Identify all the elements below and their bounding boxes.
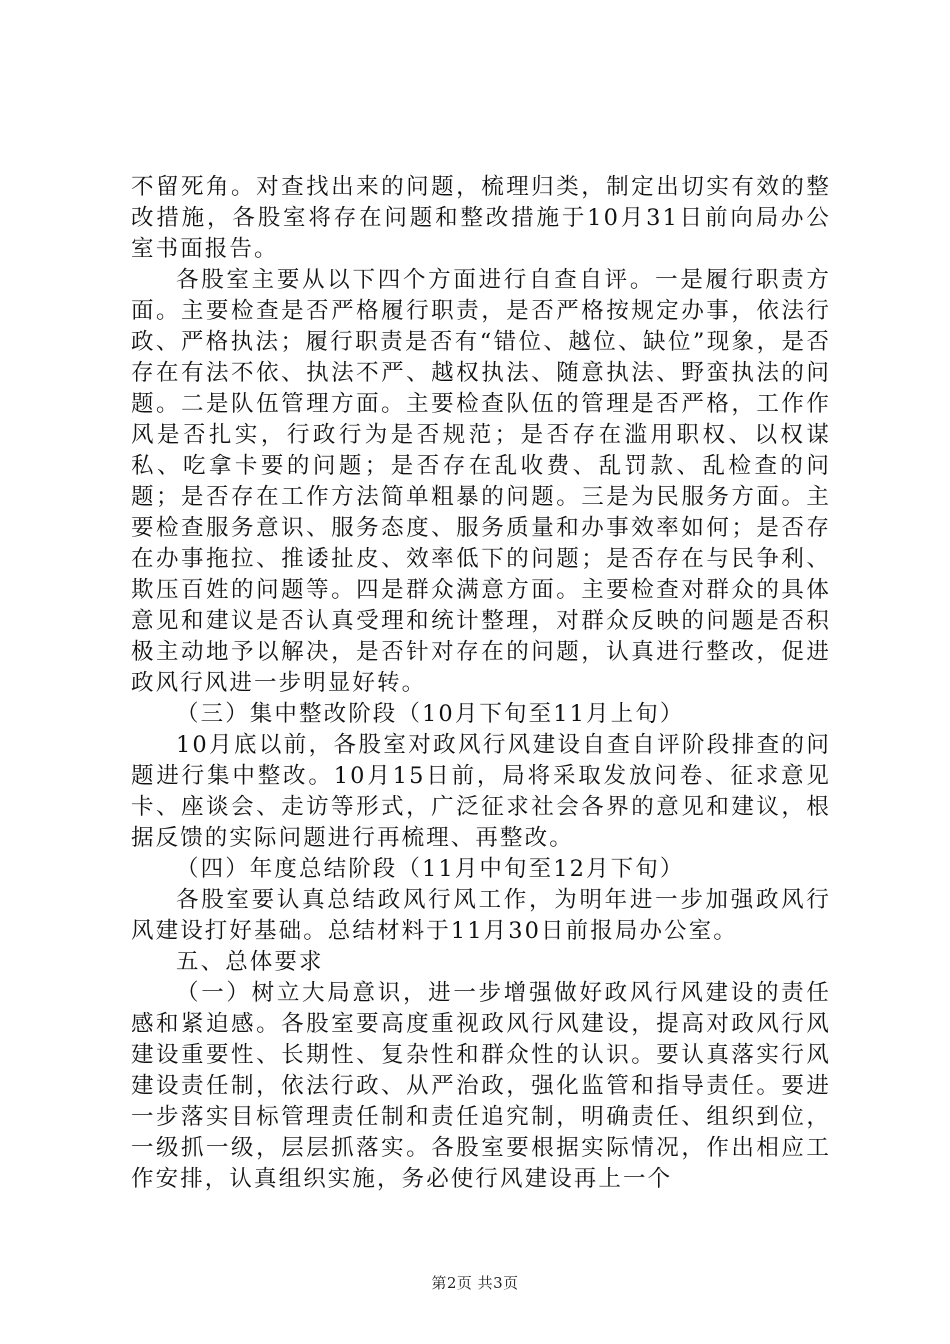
paragraph-1: 不留死角。对查找出来的问题，梳理归类，制定出切实有效的整改措施，各股室将存在问题和整改措施于10月31日前向局办公室书面报告。 bbox=[131, 174, 831, 262]
section-heading-4: （四）年度总结阶段（11月中旬至12月下旬） bbox=[176, 856, 685, 882]
section-heading-5: 五、总体要求 bbox=[176, 949, 324, 975]
document-body bbox=[131, 172, 831, 1195]
paragraph-8: （一）树立大局意识，进一步增强做好政风行风建设的责任感和紧迫感。各股室要高度重视政风行风建设，提高对政风行风建设重要性、长期性、复杂性和群众性的认识。要认真落实行风建设责任制，依法行政、从严治政，强化监管和指导责任。要进一步落实目标管理责任制和责任追究制，明确责任、组织到位，一级抓一级，层层抓落实。各股室要根据实际情况，作出相应工作安排，认真组织实施，务必使行风建设再上一个 bbox=[131, 980, 831, 1192]
paragraph-4: 10月底以前，各股室对政风行风建设自查自评阶段排查的问题进行集中整改。10月15日前，局将采取发放问卷、征求意见卡、座谈会、走访等形式，广泛征求社会各界的意见和建议，根据反馈的实际问题进行再梳理、再整改。 bbox=[131, 732, 831, 851]
page-number-footer: 第2页 共3页 bbox=[431, 1274, 519, 1292]
paragraph-6: 各股室要认真总结政风行风工作，为明年进一步加强政风行风建设打好基础。总结材料于11月30日前报局办公室。 bbox=[131, 887, 831, 944]
section-heading-3: （三）集中整改阶段（10月下旬至11月上旬） bbox=[176, 701, 685, 727]
paragraph-2: 各股室主要从以下四个方面进行自查自评。一是履行职责方面。主要检查是否严格履行职责，是否严格按规定办事，依法行政、严格执法；履行职责是否有“错位、越位、缺位”现象，是否存在有法不依、执法不严、越权执法、随意执法、野蛮执法的问题。二是队伍管理方面。主要检查队伍的管理是否严格，工作作风是否扎实，行政行为是否规范；是否存在滥用职权、以权谋私、吃拿卡要的问题；是否存在乱收费、乱罚款、乱检查的问题；是否存在工作方法简单粗暴的问题。三是为民服务方面。主要检查服务意识、服务态度、服务质量和办事效率如何；是否存在办事拖拉、推诿扯皮、效率低下的问题；是否存在与民争利、欺压百姓的问题等。四是群众满意方面。主要检查对群众的具体意见和建议是否认真受理和统计整理，对群众反映的问题是否积极主动地予以解决，是否针对存在的问题，认真进行整改，促进政风行风进一步明显好转。 bbox=[131, 267, 831, 696]
